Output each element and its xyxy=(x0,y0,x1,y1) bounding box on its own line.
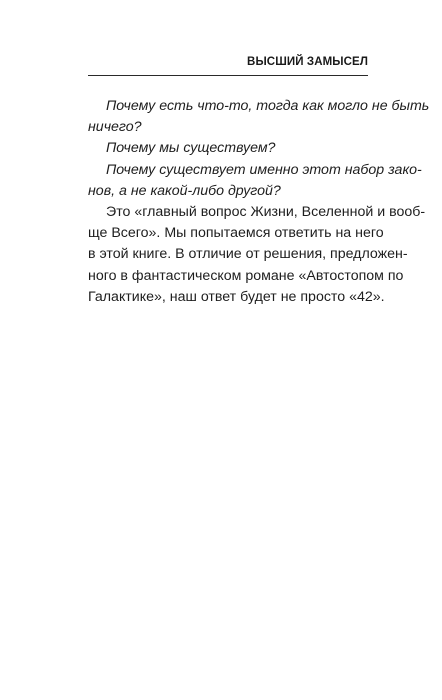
header-rule xyxy=(88,75,368,76)
text-line: Почему есть что-то, тогда как могло не быть xyxy=(106,98,430,114)
text-line: Это «главный вопрос Жизни, Вселенной и вооб- xyxy=(106,203,426,220)
text-line: нов, а не какой-либо другой? xyxy=(88,182,281,199)
text-line: Почему существует именно этот набор зако- xyxy=(106,161,422,178)
body-paragraph xyxy=(88,202,426,308)
question-paragraph-1 xyxy=(88,96,430,138)
question-paragraph-3 xyxy=(88,160,422,202)
text-line: ничего? xyxy=(88,119,142,136)
running-header xyxy=(88,50,368,76)
body-text xyxy=(88,96,430,308)
text-line: в этой книге. В отличие от решения, предложен- xyxy=(88,246,408,263)
running-header-title: ВЫСШИЙ ЗАМЫСЕЛ xyxy=(247,56,368,68)
question-paragraph-2 xyxy=(88,138,368,159)
text-line: Галактике», наш ответ будет не просто «42». xyxy=(88,288,385,305)
text-line: ного в фантастическом романе «Автостопом по xyxy=(88,267,404,284)
text-line: ще Всего». Мы попытаемся ответить на него xyxy=(88,225,384,242)
text-line: Почему мы существуем? xyxy=(106,140,276,157)
